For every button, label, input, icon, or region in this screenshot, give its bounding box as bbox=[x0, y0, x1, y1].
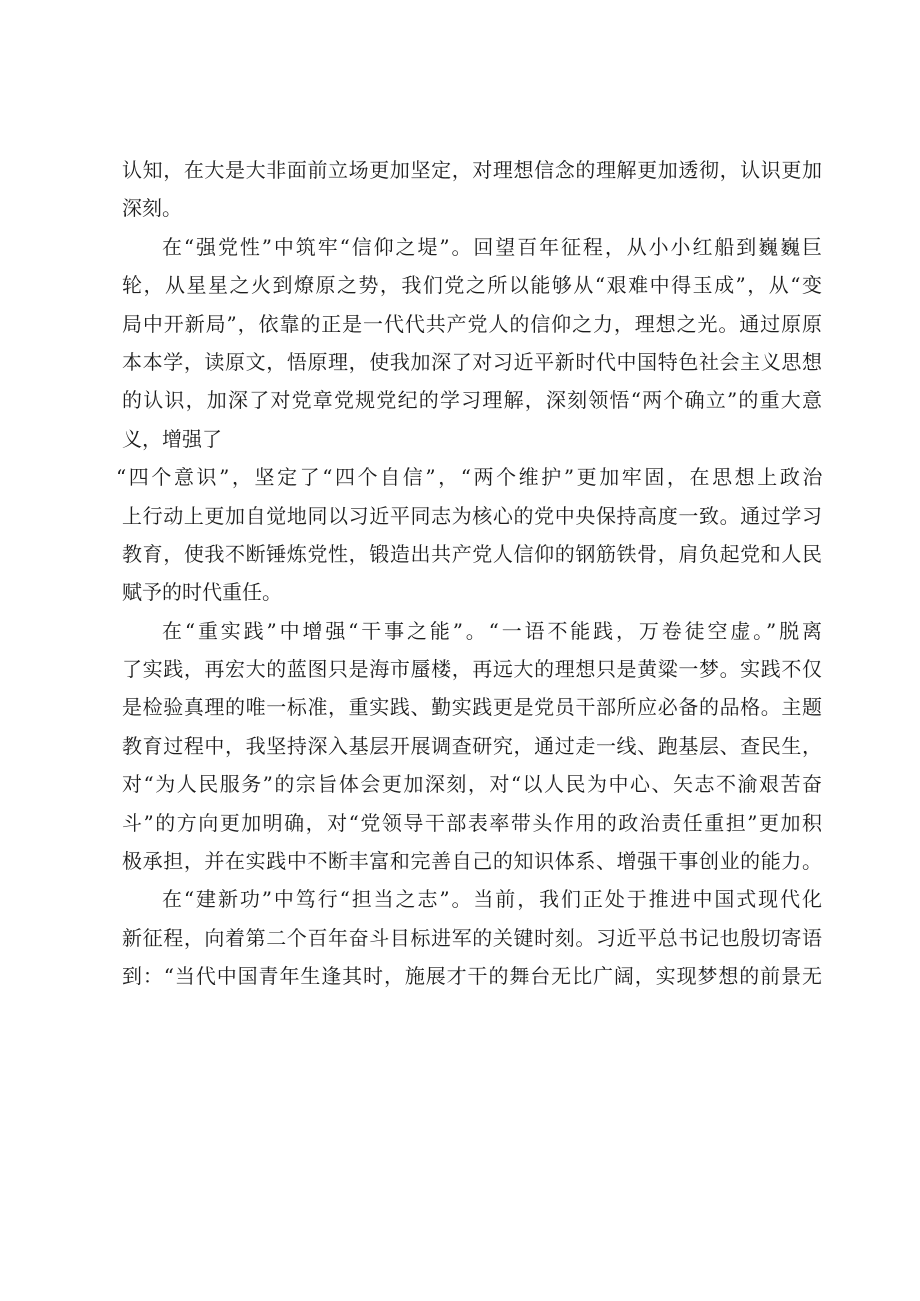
text-line: 了实践，再宏大的蓝图只是海市蜃楼，再远大的理想只是黄粱一梦。实践不仅 bbox=[122, 657, 822, 682]
text-line: 教育过程中，我坚持深入基层开展调查研究，通过走一线、跑基层、查民生， bbox=[122, 733, 822, 758]
text-line: 义，增强了 bbox=[122, 426, 222, 451]
text-line: 对“为人民服务”的宗旨体会更加深刻，对“以人民为中心、矢志不渝艰苦奋 bbox=[122, 772, 822, 797]
text-line: 上行动上更加自觉地同以习近平同志为核心的党中央保持高度一致。通过学习 bbox=[122, 503, 822, 528]
text-line: 斗”的方向更加明确，对“党领导干部表率带头作用的政治责任重担”更加积 bbox=[122, 810, 822, 835]
text-line: 轮，从星星之火到燎原之势，我们党之所以能够从“艰难中得玉成”，从“变 bbox=[122, 273, 822, 298]
text-line: 赋予的时代重任。 bbox=[122, 580, 282, 605]
text-line: 本本学，读原文，悟原理，使我加深了对习近平新时代中国特色社会主义思想 bbox=[122, 349, 822, 374]
text-line: 到：“当代中国青年生逢其时，施展才干的舞台无比广阔，实现梦想的前景无 bbox=[122, 964, 822, 989]
text-line: 新征程，向着第二个百年奋斗目标进军的关键时刻。习近平总书记也殷切寄语 bbox=[122, 925, 822, 950]
paragraph-start-line: 在“建新功”中笃行“担当之志”。当前，我们正处于推进中国式现代化 bbox=[162, 887, 822, 912]
text-line: 深刻。 bbox=[122, 196, 182, 221]
body-text bbox=[116, 151, 822, 996]
paragraph-start-line: 在“强党性”中筑牢“信仰之堤”。回望百年征程，从小小红船到巍巍巨 bbox=[162, 234, 822, 259]
text-line: “四个意识”，坚定了“四个自信”，“两个维护”更加牢固，在思想上政治 bbox=[116, 465, 822, 490]
text-line: 认知，在大是大非面前立场更加坚定，对理想信念的理解更加透彻，认识更加 bbox=[122, 158, 822, 182]
text-line: 局中开新局”，依靠的正是一代代共产党人的信仰之力，理想之光。通过原原 bbox=[122, 311, 822, 336]
text-line: 教育，使我不断锤炼党性，锻造出共产党人信仰的钢筋铁骨，肩负起党和人民 bbox=[122, 541, 822, 566]
text-line: 是检验真理的唯一标准，重实践、勤实践更是党员干部所应必备的品格。主题 bbox=[122, 695, 822, 720]
text-line: 极承担，并在实践中不断丰富和完善自己的知识体系、增强干事创业的能力。 bbox=[122, 849, 822, 874]
paragraph-start-line: 在“重实践”中增强“干事之能”。“一语不能践，万卷徒空虚。”脱离 bbox=[162, 618, 822, 643]
text-line: 的认识，加深了对党章党规党纪的学习理解，深刻领悟“两个确立”的重大意 bbox=[122, 388, 822, 413]
